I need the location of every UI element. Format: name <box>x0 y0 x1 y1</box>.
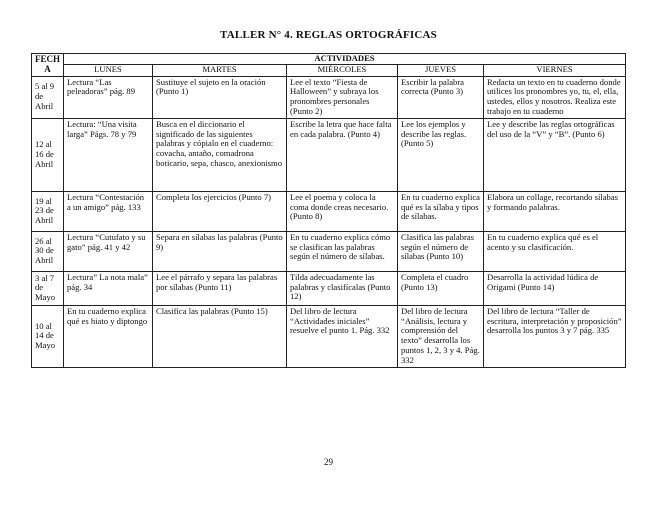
actividades-header: ACTIVIDADES <box>64 54 626 65</box>
table-row <box>32 231 626 271</box>
lunes-cell: Lectura” La nota mala” pág. 34 <box>64 271 153 305</box>
header-row <box>32 54 626 65</box>
table-row <box>32 191 626 231</box>
viernes-cell: Elabora un collage, recortando sílabas y formando palabras. <box>484 191 626 231</box>
lunes-cell: Lectura: “Una visita larga” Págs. 78 y 79 <box>64 118 153 191</box>
table-row <box>32 305 626 367</box>
day-header-martes: MARTES <box>153 65 287 76</box>
jueves-cell: Escribir la palabra correcta (Punto 3) <box>398 76 484 118</box>
viernes-cell: Desarrolla la actividad lúdica de Origami (Punto 14) <box>484 271 626 305</box>
day-header-jueves: JUEVES <box>398 65 484 76</box>
date-cell: 26 al 30 de Abril <box>32 231 64 271</box>
lunes-cell: Lectura “Cutufato y su gato” pág. 41 y 42 <box>64 231 153 271</box>
martes-cell: Clasifica las palabras (Punto 15) <box>153 305 287 367</box>
miercoles-cell: Escribe la letra que hace falta en cada palabra. (Punto 4) <box>287 118 398 191</box>
jueves-cell: En tu cuaderno explica qué es la sílaba y tipos de sílabas. <box>398 191 484 231</box>
date-cell: 10 al 14 de Mayo <box>32 305 64 367</box>
day-header-viernes: VIERNES <box>484 65 626 76</box>
page-number: 29 <box>324 457 333 467</box>
miercoles-cell: Tilda adecuadamente las palabras y clasifícalas (Punto 12) <box>287 271 398 305</box>
viernes-cell: Lee y describe las reglas ortográficas del uso de la “V” y “B”. (Punto 6) <box>484 118 626 191</box>
fecha-header: FECHA <box>32 54 64 77</box>
lunes-cell: En tu cuaderno explica qué es hiato y diptongo <box>64 305 153 367</box>
jueves-cell: Clasifica las palabras según el número de sílabas (Punto 10) <box>398 231 484 271</box>
table-row <box>32 118 626 191</box>
jueves-cell: Lee los ejemplos y describe las reglas. (Punto 5) <box>398 118 484 191</box>
jueves-cell: Del libro de lectura “Análisis, lectura y comprensión del texto” desarrolla los puntos 1, 2, 3 y 4. Pág. 332 <box>398 305 484 367</box>
viernes-cell: En tu cuaderno explica qué es el acento y su clasificación. <box>484 231 626 271</box>
martes-cell: Busca en el diccionario el significado de las siguientes palabras y cópialo en el cuaderno: covacha, antaño, comadrona boticario, sepa, chasco, anexionismo <box>153 118 287 191</box>
martes-cell: Separa en sílabas las palabras (Punto 9) <box>153 231 287 271</box>
day-header-miercoles: MIÉRCOLES <box>287 65 398 76</box>
table-row <box>32 76 626 118</box>
viernes-cell: Redacta un texto en tu cuaderno donde utilices los pronombres yo, tu, el, ella, ustedes, ellos y nosotros. Realiza este trabajo en tu cuaderno <box>484 76 626 118</box>
martes-cell: Sustituye el sujeto en la oración (Punto 1) <box>153 76 287 118</box>
date-cell: 19 al 23 de Abril <box>32 191 64 231</box>
viernes-cell: Del libro de lectura “Taller de escritura, interpretación y proposición” desarrolla los puntos 3 y 7 pág. 335 <box>484 305 626 367</box>
miercoles-cell: Lee el texto “Fiesta de Halloween” y subraya los pronombres personales (Punto 2) <box>287 76 398 118</box>
jueves-cell: Completa el cuadro (Punto 13) <box>398 271 484 305</box>
date-cell: 5 al 9 de Abril <box>32 76 64 118</box>
miercoles-cell: En tu cuaderno explica cómo se clasifican las palabras según el número de sílabas. <box>287 231 398 271</box>
page-title: TALLER N° 4. REGLAS ORTOGRÁFICAS <box>220 29 437 41</box>
date-cell: 12 al 16 de Abril <box>32 118 64 191</box>
date-cell: 3 al 7 de Mayo <box>32 271 64 305</box>
days-header-row <box>32 65 626 76</box>
lunes-cell: Lectura “Contestación a un amigo” pág. 133 <box>64 191 153 231</box>
lunes-cell: Lectura “Las peleadoras” pág. 89 <box>64 76 153 118</box>
miercoles-cell: Lee el poema y coloca la coma donde creas necesario. (Punto 8) <box>287 191 398 231</box>
schedule-table <box>31 53 626 368</box>
miercoles-cell: Del libro de lectura “Actividades iniciales” resuelve el punto 1. Pág. 332 <box>287 305 398 367</box>
table-row <box>32 271 626 305</box>
day-header-lunes: LUNES <box>64 65 153 76</box>
martes-cell: Lee el párrafo y separa las palabras por sílabas (Punto 11) <box>153 271 287 305</box>
martes-cell: Completa los ejercicios (Punto 7) <box>153 191 287 231</box>
